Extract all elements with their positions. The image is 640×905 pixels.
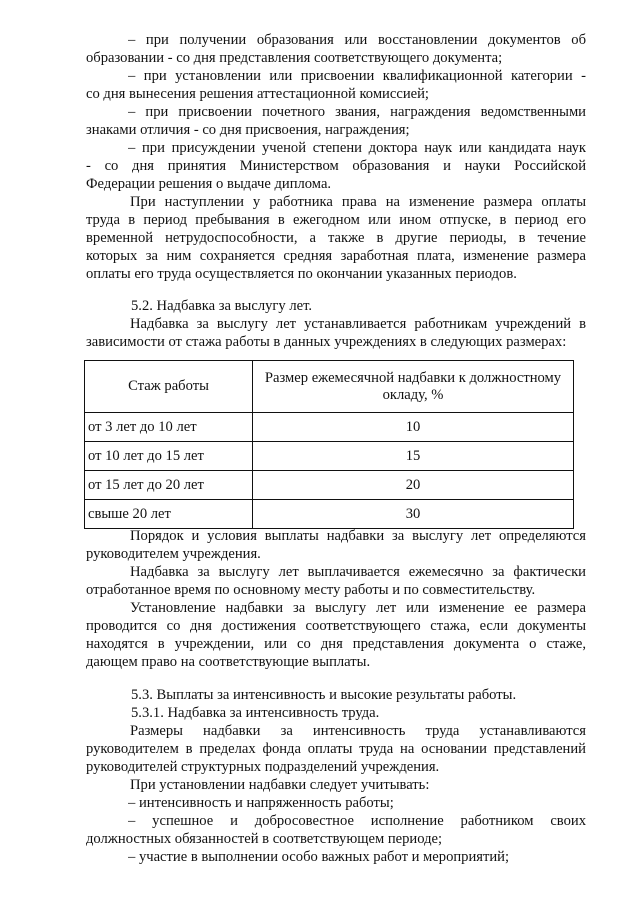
table-row <box>85 442 574 471</box>
paragraph-vacation-line5: оплаты его труда осуществляется по окончании указанных периодов. <box>86 266 517 282</box>
list-item-qualification: – при установлении или присвоении квалификационной категории - <box>128 68 586 84</box>
seniority-bonus-table <box>84 360 574 529</box>
paragraph-consider: При установлении надбавки следует учитывать: <box>130 777 430 793</box>
table-cell-stazh: свыше 20 лет <box>85 500 253 529</box>
table-header-row <box>85 361 574 413</box>
table-header-bonus-line2: окладу, % <box>382 386 444 403</box>
table-header-bonus <box>253 361 574 413</box>
paragraph-intensity-line1: Размеры надбавки за интенсивность труда устанавливаются <box>130 723 586 739</box>
list-item-degree-end: Федерации решения о выдаче диплома. <box>86 176 332 192</box>
paragraph-establish-line4: дающем право на соответствующие выплаты. <box>86 654 371 670</box>
section-5-2-intro-line1: Надбавка за выслугу лет устанавливается работникам учреждений в <box>130 316 586 332</box>
paragraph-establish-line3: находятся в учреждении, или со дня представления документа о стаже, <box>86 636 586 652</box>
list-item-intensity: – интенсивность и напряженность работы; <box>128 795 394 811</box>
list-item-honorary-title: – при присвоении почетного звания, награждения ведомственными <box>128 104 586 120</box>
list-item-education: – при получении образования или восстановлении документов об <box>128 32 586 48</box>
paragraph-vacation-line2: труда в период пребывания в ежегодном или ином отпуске, в период его <box>86 212 586 228</box>
paragraph-vacation-line3: временной нетрудоспособности, а также в другие периоды, в течение <box>86 230 586 246</box>
table-header-bonus-line1: Размер ежемесячной надбавки к должностному <box>264 369 562 386</box>
paragraph-procedure-line1: Порядок и условия выплаты надбавки за выслугу лет определяются <box>130 528 586 544</box>
list-item-education-cont: образовании - со дня представления соответствующего документа; <box>86 50 503 66</box>
list-item-performance-line1: – успешное и добросовестное исполнение работником своих <box>128 813 586 829</box>
table-cell-value: 15 <box>253 442 574 471</box>
table-row <box>85 500 574 529</box>
table-cell-value: 20 <box>253 471 574 500</box>
table-cell-value: 30 <box>253 500 574 529</box>
list-item-degree: – при присуждении ученой степени доктора наук или кандидата наук <box>128 140 586 156</box>
table-header-stazh: Стаж работы <box>85 361 253 413</box>
paragraph-intensity-line2: руководителем в пределах фонда оплаты труда на основании представлений <box>86 741 586 757</box>
paragraph-monthly-line2: отработанное время по основному месту работы и по совместительству. <box>86 582 536 598</box>
list-item-performance-line2: должностных обязанностей в соответствующем периоде; <box>86 831 443 847</box>
paragraph-monthly-line1: Надбавка за выслугу лет выплачивается ежемесячно за фактически <box>130 564 586 580</box>
table-cell-value: 10 <box>253 413 574 442</box>
list-item-degree-cont: - со дня принятия Министерством образования и науки Российской <box>86 158 586 174</box>
section-5-2-heading: 5.2. Надбавка за выслугу лет. <box>131 298 313 314</box>
paragraph-establish-line2: проводится со дня достижения соответствующего стажа, если документы <box>86 618 586 634</box>
table-cell-stazh: от 15 лет до 20 лет <box>85 471 253 500</box>
list-item-qualification-cont: со дня вынесения решения аттестационной комиссией; <box>86 86 429 102</box>
section-5-2-intro-line2: зависимости от стажа работы в данных учреждениях в следующих размерах: <box>86 334 567 350</box>
paragraph-vacation-line1: При наступлении у работника права на изменение размера оплаты <box>130 194 586 210</box>
table-row <box>85 413 574 442</box>
table-row <box>85 471 574 500</box>
table-cell-stazh: от 3 лет до 10 лет <box>85 413 253 442</box>
paragraph-procedure-line2: руководителем учреждения. <box>86 546 261 562</box>
list-item-important-works: – участие в выполнении особо важных работ и мероприятий; <box>128 849 510 865</box>
section-5-3-1-subheading: 5.3.1. Надбавка за интенсивность труда. <box>131 705 380 721</box>
paragraph-establish-line1: Установление надбавки за выслугу лет или изменение ее размера <box>130 600 586 616</box>
list-item-honorary-title-cont: знаками отличия - со дня присвоения, награждения; <box>86 122 410 138</box>
section-5-3-heading: 5.3. Выплаты за интенсивность и высокие результаты работы. <box>131 687 517 703</box>
paragraph-intensity-line3: руководителей структурных подразделений учреждения. <box>86 759 440 775</box>
table-cell-stazh: от 10 лет до 15 лет <box>85 442 253 471</box>
paragraph-vacation-line4: которых за ним сохраняется средняя заработная плата, изменение размера <box>86 248 586 264</box>
